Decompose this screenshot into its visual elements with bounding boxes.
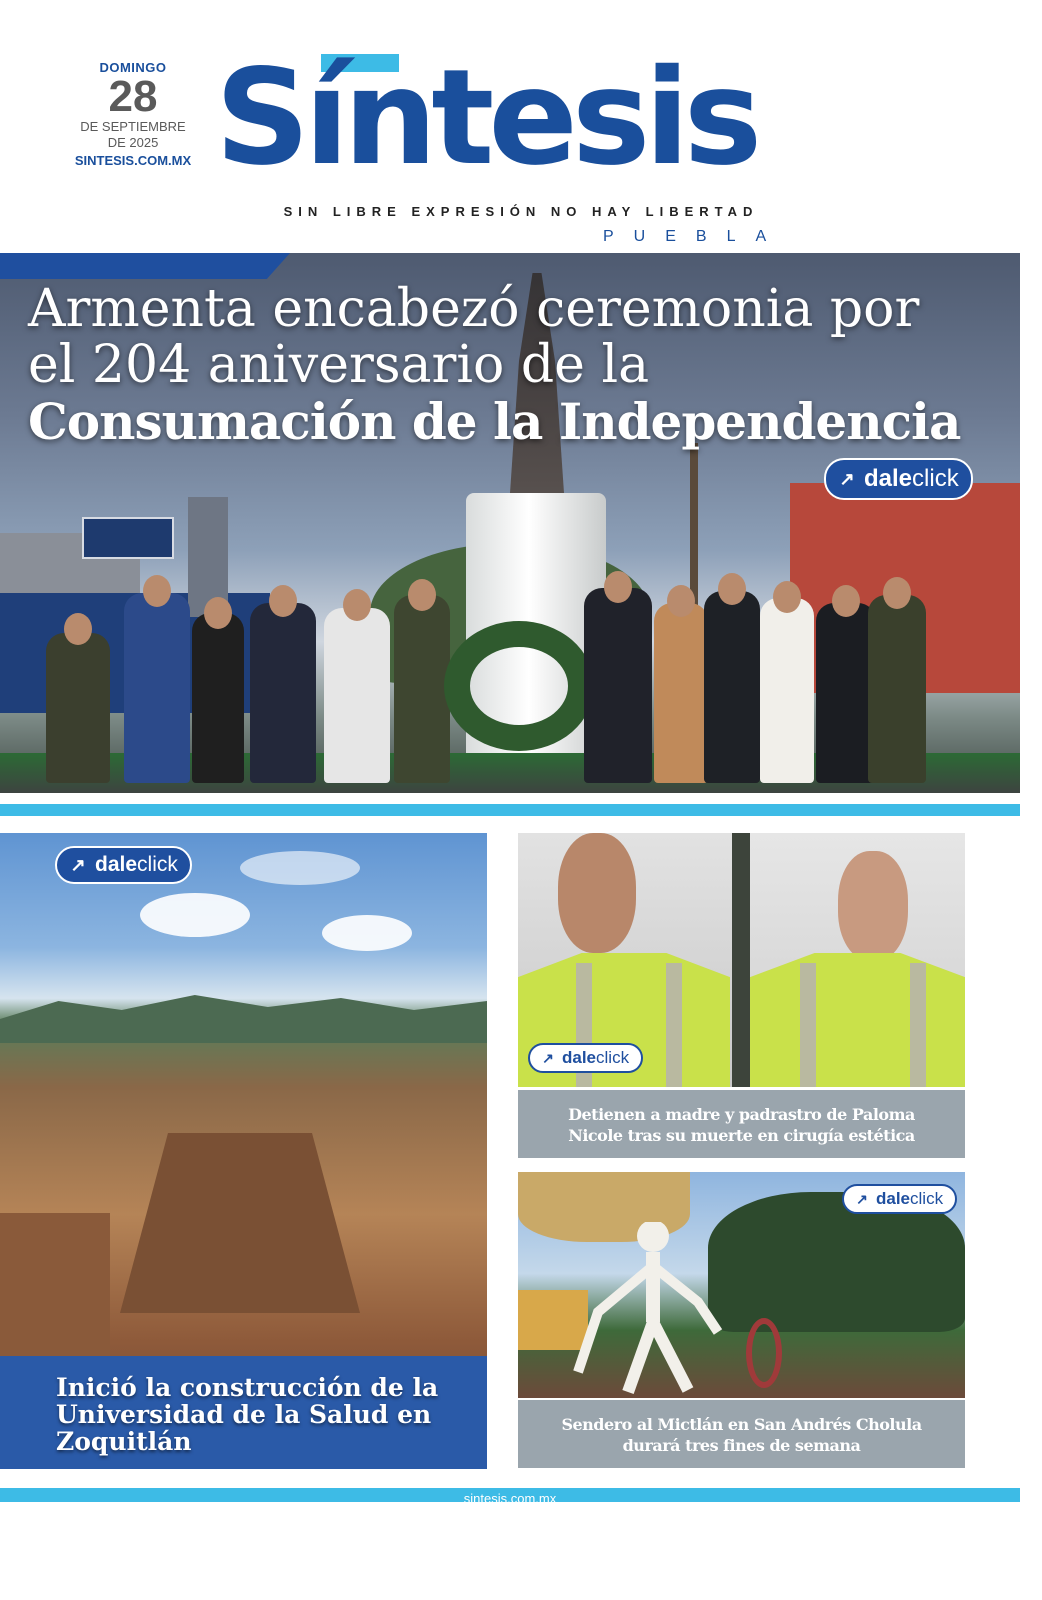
date-day-number: 28 xyxy=(108,72,158,121)
arrow-up-right-icon: ↗ xyxy=(542,1049,554,1066)
headline-line-2: Universidad de la Salud en xyxy=(56,1400,432,1429)
cloud xyxy=(240,851,360,885)
person-2-head xyxy=(143,575,171,607)
story-mictlan-photo[interactable] xyxy=(518,1172,965,1398)
mugshot-woman xyxy=(750,833,965,1087)
person-5-head xyxy=(343,589,371,621)
person-8 xyxy=(654,603,708,783)
hills xyxy=(0,983,487,1043)
daleclick-light: click xyxy=(912,465,959,492)
date-month: DE SEPTIEMBRE xyxy=(80,119,186,134)
face-blurred xyxy=(558,833,636,953)
arrow-up-right-icon: ↗ xyxy=(70,854,86,875)
vest-stripe xyxy=(910,963,926,1087)
person-11-head xyxy=(832,585,860,617)
daleclick-button-right-bottom[interactable] xyxy=(842,1184,957,1214)
daleclick-light: click xyxy=(137,853,178,876)
website-link[interactable]: SINTESIS.COM.MX xyxy=(74,153,192,168)
safety-vest xyxy=(750,953,965,1087)
story-arrest-headline[interactable] xyxy=(518,1090,965,1158)
cloud xyxy=(140,893,250,937)
section-divider xyxy=(0,804,1020,816)
daleclick-light: click xyxy=(910,1189,944,1208)
daleclick-button-hero[interactable] xyxy=(824,458,973,500)
headline-line-3: Zoquitlán xyxy=(56,1427,192,1456)
hero-accent-stripe xyxy=(0,253,290,279)
headline-line-2: Nicole tras su muerte en cirugía estética xyxy=(568,1126,915,1145)
person-10 xyxy=(760,598,814,783)
floral-wreath xyxy=(444,621,594,751)
arrow-up-right-icon: ↗ xyxy=(856,1190,868,1207)
daleclick-bold: dale xyxy=(95,853,138,876)
person-9-head xyxy=(718,573,746,605)
person-7 xyxy=(584,588,652,783)
daleclick-button-right-top[interactable] xyxy=(528,1043,643,1073)
vest-stripe xyxy=(800,963,816,1087)
person-9 xyxy=(704,591,760,783)
person-8-head xyxy=(667,585,695,617)
daleclick-button-left[interactable] xyxy=(55,846,192,884)
headline-line-1: Sendero al Mictlán en San Andrés Cholula xyxy=(561,1415,922,1434)
person-1 xyxy=(46,633,110,783)
edition-label: PUEBLA xyxy=(603,228,787,245)
daleclick-bold: dale xyxy=(876,1189,911,1208)
person-11 xyxy=(816,603,876,783)
date-day-name: DOMINGO xyxy=(99,60,167,75)
person-4-head xyxy=(269,585,297,617)
person-6 xyxy=(394,595,450,783)
vest-stripe xyxy=(666,963,682,1087)
red-ride xyxy=(746,1318,782,1388)
trench xyxy=(120,1133,360,1313)
hero-story[interactable] xyxy=(0,253,1020,793)
trench xyxy=(0,1213,110,1373)
arrow-up-right-icon: ↗ xyxy=(839,468,855,489)
headline-line-2: durará tres fines de semana xyxy=(622,1436,861,1455)
logo-text: Síntesis xyxy=(215,41,757,195)
person-5 xyxy=(324,608,390,783)
person-6-head xyxy=(408,579,436,611)
person-12 xyxy=(868,595,926,783)
hero-headline-line-2: el 204 aniversario de la xyxy=(28,335,650,395)
daleclick-bold: dale xyxy=(864,465,913,492)
hero-headline-line-1: Armenta encabezó ceremonia por xyxy=(28,279,920,339)
person-4 xyxy=(250,603,316,783)
catrin-skeleton xyxy=(558,1222,728,1398)
daleclick-bold: dale xyxy=(562,1048,597,1067)
headline-line-1: Inició la construcción de la xyxy=(56,1373,439,1402)
footer-bar xyxy=(0,1488,1020,1506)
story-university-headline[interactable] xyxy=(0,1356,487,1469)
date-block xyxy=(58,60,208,168)
tagline: SIN LIBRE EXPRESIÓN NO HAY LIBERTAD xyxy=(283,204,759,219)
story-arrest-photo[interactable] xyxy=(518,833,965,1087)
person-3 xyxy=(192,613,244,783)
face-blurred xyxy=(838,851,908,961)
cloud xyxy=(322,915,412,951)
person-7-head xyxy=(604,571,632,603)
person-2 xyxy=(124,593,190,783)
footer-url[interactable]: sintesis.com.mx xyxy=(463,1491,557,1506)
person-10-head xyxy=(773,581,801,613)
headline-line-1: Detienen a madre y padrastro de Paloma xyxy=(568,1105,915,1124)
person-3-head xyxy=(204,597,232,629)
story-mictlan-headline[interactable] xyxy=(518,1400,965,1468)
dealership-sign xyxy=(82,517,174,559)
hero-headline[interactable] xyxy=(28,281,1008,451)
date-year: DE 2025 xyxy=(107,135,159,150)
person-12-head xyxy=(883,577,911,609)
person-1-head xyxy=(64,613,92,645)
hero-headline-line-3: Consumación de la Independencia xyxy=(28,392,961,451)
daleclick-light: click xyxy=(596,1048,630,1067)
